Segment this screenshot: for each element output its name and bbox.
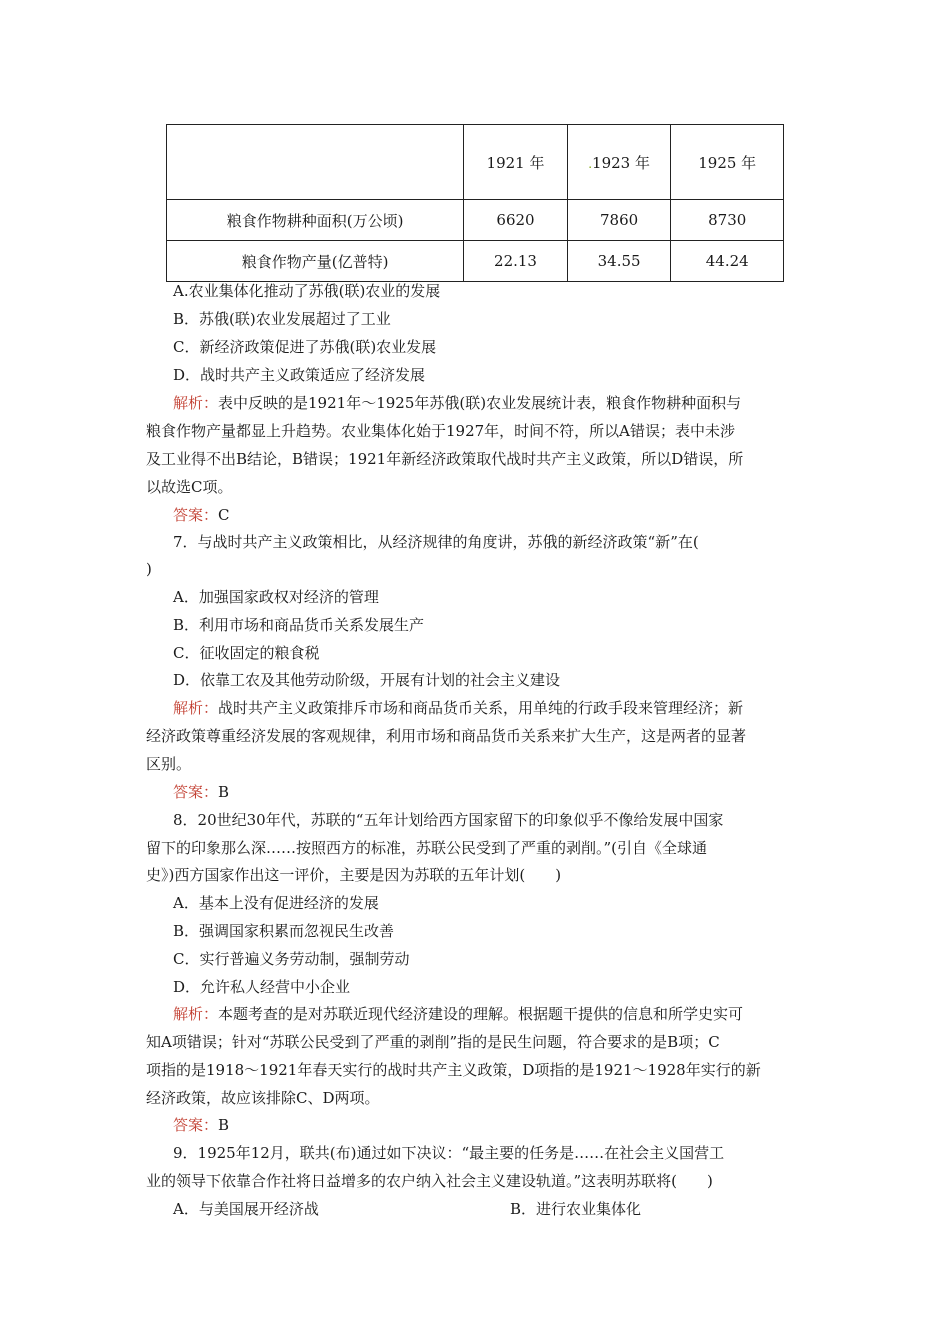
q7-option-c: C．征收固定的粮食税 (173, 644, 320, 662)
table-cell: 8730 (671, 200, 784, 241)
table-header-1923: .1923 年 (567, 125, 671, 200)
q8-analysis-line: 项指的是1918～1921年春天实行的战时共产主义政策，D项指的是1921～1928年实行的新 (146, 1061, 761, 1079)
q8-option-b: B．强调国家积累而忽视民生改善 (173, 922, 395, 940)
q6-analysis-line: 粮食作物产量都显上升趋势。农业集体化始于1927年，时间不符，所以A错误；表中未涉 (146, 422, 736, 440)
q7-option-d: D．依靠工农及其他劳动阶级，开展有计划的社会主义建设 (173, 671, 561, 689)
q8-stem-line: 史》)西方国家作出这一评价，主要是因为苏联的五年计划( ) (146, 866, 562, 884)
q9-option-b: B．进行农业集体化 (510, 1200, 642, 1218)
table-header-empty (167, 125, 464, 200)
q6-analysis-line: 解析：表中反映的是1921年～1925年苏俄(联)农业发展统计表，粮食作物耕种面积与 (173, 394, 742, 412)
table-cell: 6620 (464, 200, 568, 241)
table-row (167, 241, 784, 282)
table-cell: 22.13 (464, 241, 568, 282)
row-label: 粮食作物耕种面积(万公顷) (167, 200, 464, 241)
analysis-label: 解析： (173, 699, 219, 717)
grain-statistics-table (166, 124, 784, 282)
q6-answer: 答案：C (173, 506, 230, 524)
table-row (167, 200, 784, 241)
q7-answer: 答案：B (173, 783, 230, 801)
table-cell: 44.24 (671, 241, 784, 282)
q7-option-b: B．利用市场和商品货币关系发展生产 (173, 616, 425, 634)
answer-label: 答案： (173, 1116, 219, 1134)
q8-option-c: C．实行普遍义务劳动制，强制劳动 (173, 950, 410, 968)
q7-analysis-line: 区别。 (146, 755, 192, 773)
q7-analysis-line: 解析：战时共产主义政策排斥市场和商品货币关系，用单纯的行政手段来管理经济；新 (173, 699, 744, 717)
q6-option-a: A.农业集体化推动了苏俄(联)农业的发展 (173, 282, 441, 300)
q7-analysis-line: 经济政策尊重经济发展的客观规律，利用市场和商品货币关系来扩大生产，这是两者的显著 (146, 727, 747, 745)
q9-option-a: A．与美国展开经济战 (173, 1200, 319, 1218)
q8-stem-line: 留下的印象那么深……按照西方的标准，苏联公民受到了严重的剥削。”(引自《全球通 (146, 839, 708, 857)
analysis-label: 解析： (173, 1005, 219, 1023)
table-header-1925: 1925 年 (671, 125, 784, 200)
answer-label: 答案： (173, 783, 219, 801)
q7-option-a: A．加强国家政权对经济的管理 (173, 588, 379, 606)
q8-stem-line: 8．20世纪30年代，苏联的“五年计划给西方国家留下的印象似乎不像给发展中国家 (173, 811, 724, 829)
q6-option-b: B．苏俄(联)农业发展超过了工业 (173, 310, 391, 328)
table-header-row (167, 125, 784, 200)
q8-analysis-line: 经济政策，故应该排除C、D两项。 (146, 1089, 380, 1107)
q9-stem-line: 业的领导下依靠合作社将日益增多的农户纳入社会主义建设轨道。”这表明苏联将( ) (146, 1172, 713, 1190)
table-cell: 7860 (567, 200, 671, 241)
q9-stem-line: 9．1925年12月，联共(布)通过如下决议：“最主要的任务是……在社会主义国营工 (173, 1144, 725, 1162)
q6-option-c: C．新经济政策促进了苏俄(联)农业发展 (173, 338, 437, 356)
q6-analysis-line: 以故选C项。 (146, 478, 233, 496)
q8-analysis-line: 解析：本题考查的是对苏联近现代经济建设的理解。根据题干提供的信息和所学史实可 (173, 1005, 744, 1023)
q7-stem-line: ) (146, 560, 152, 578)
q8-option-d: D．允许私人经营中小企业 (173, 978, 351, 996)
q8-option-a: A．基本上没有促进经济的发展 (173, 894, 379, 912)
table-cell: 34.55 (567, 241, 671, 282)
q8-answer: 答案：B (173, 1116, 230, 1134)
row-label: 粮食作物产量(亿普特) (167, 241, 464, 282)
q6-analysis-line: 及工业得不出B结论，B错误；1921年新经济政策取代战时共产主义政策，所以D错误，所 (146, 450, 744, 468)
analysis-label: 解析： (173, 394, 219, 412)
q6-option-d: D．战时共产主义政策适应了经济发展 (173, 366, 426, 384)
table-header-1921: 1921 年 (464, 125, 568, 200)
q8-analysis-line: 知A项错误；针对“苏联公民受到了严重的剥削”指的是民生问题，符合要求的是B项；C (146, 1033, 720, 1051)
answer-label: 答案： (173, 506, 219, 524)
q7-stem-line: 7．与战时共产主义政策相比，从经济规律的角度讲，苏俄的新经济政策“新”在( (173, 533, 699, 551)
